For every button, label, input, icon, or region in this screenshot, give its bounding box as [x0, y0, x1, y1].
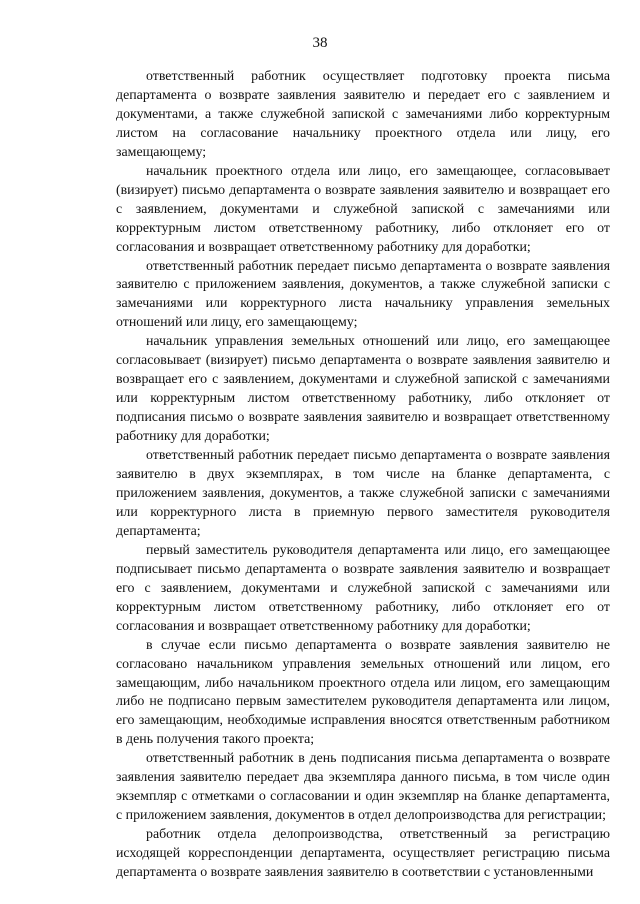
paragraph: ответственный работник передает письмо департамента о возврате заявления заявителю с приложением заявления, документов, а также служебной записки с замечаниями или корректурного листа начальнику управления земельных отношений или лицу, его замещающему;: [116, 258, 610, 331]
paragraph: ответственный работник в день подписания письма департамента о возврате заявления заявителю передает два экземпляра данного письма, в том числе один экземпляр с отметками о согласовании и один экземпляр на бланке департамента, с приложением заявления, документов в отдел делопроизводства для регистрации;: [116, 751, 610, 824]
paragraph: ответственный работник осуществляет подготовку проекта письма департамента о возврате заявления заявителю и передает его с заявлением и документами, а также служебной запиской с замечаниями либо корректурным листом на согласование начальнику проектного отдела или лицу, его замещающему;: [116, 69, 610, 160]
paragraph: в случае если письмо департамента о возврате заявления заявителю не согласовано начальником управления земельных отношений или лицом, его замещающим, либо начальником проектного отдела или лицом, его замещающим либо не подписано первым заместителем руководителя департамента или лицом, его замещающим, необходимые исправления вносятся ответственным работником в день получения такого проекта;: [116, 637, 610, 748]
document-body: [116, 68, 610, 883]
paragraph: ответственный работник передает письмо департамента о возврате заявления заявителю в двух экземплярах, в том числе на бланке департамента, с приложением заявления, документов, а также служебной записки с замечаниями или корректурного листа в приемную первого заместителя руководителя департамента;: [116, 448, 610, 539]
paragraph: работник отдела делопроизводства, ответственный за регистрацию исходящей корреспонденции департамента, осуществляет регистрацию письма департамента о возврате заявления заявителю в соответствии с установленными: [116, 827, 610, 881]
paragraph: первый заместитель руководителя департамента или лицо, его замещающее подписывает письмо департамента о возврате заявления заявителю и возвращает его с заявлением, документами и служебной запиской с замечаниями или корректурным листом ответственному работнику, либо отклоняет его от согласования и возвращает ответственному работнику для доработки;: [116, 542, 610, 634]
paragraph: начальник проектного отдела или лицо, его замещающее, согласовывает (визирует) письмо департамента о возврате заявления заявителю и возвращает его с заявлением, документами и служебной запиской с замечаниями или корректурным листом ответственному работнику, либо отклоняет его от согласования и возвращает ответственному работнику для доработки;: [116, 163, 610, 255]
paragraph: начальник управления земельных отношений или лицо, его замещающее согласовывает (визирует) письмо департамента о возврате заявления заявителю и возвращает его с заявлением, документами и служебной запиской с замечаниями или корректурным листом ответственному работнику, либо отклоняет от подписания письмо о возврате заявления заявителю и возвращает ответственному работнику для доработки;: [116, 334, 610, 445]
page-number: 38: [312, 35, 328, 51]
